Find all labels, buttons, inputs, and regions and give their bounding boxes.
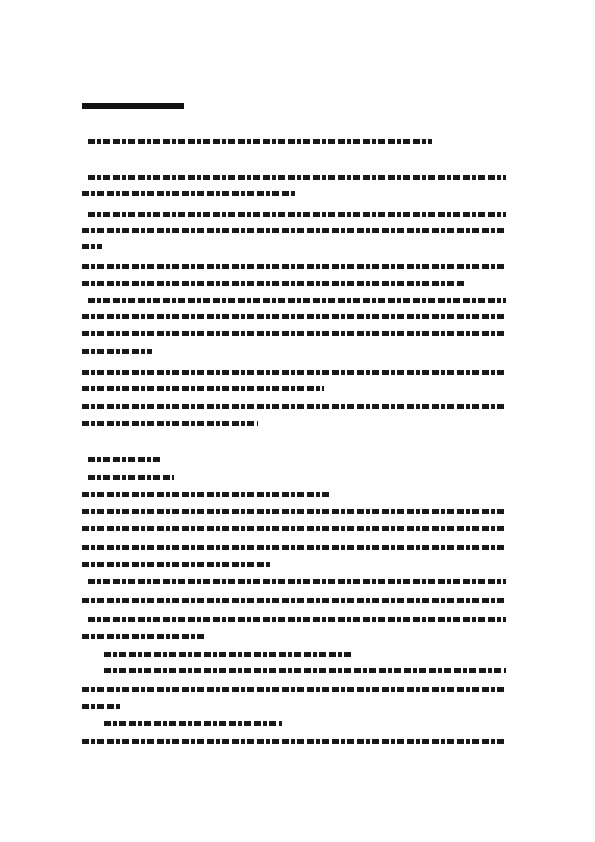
text-line (82, 545, 506, 550)
text-line (88, 139, 432, 144)
text-line (104, 721, 282, 726)
text-line (82, 634, 206, 639)
text-line (82, 264, 506, 269)
text-line (82, 526, 506, 531)
text-line (82, 244, 102, 249)
text-line (82, 228, 506, 233)
text-line (88, 475, 174, 480)
text-line (82, 314, 506, 319)
text-line (82, 281, 466, 286)
text-line (82, 562, 272, 567)
text-line (82, 331, 506, 336)
text-line (82, 739, 506, 744)
text-line (88, 457, 160, 462)
text-line (82, 492, 332, 497)
text-line (88, 212, 506, 217)
text-line (82, 386, 324, 391)
text-line (82, 687, 506, 692)
text-line (82, 704, 122, 709)
text-line (82, 349, 152, 354)
text-line (82, 421, 258, 426)
text-line (82, 598, 506, 603)
text-line (82, 103, 184, 109)
text-line (104, 652, 352, 657)
text-line (88, 175, 506, 180)
text-line (82, 404, 506, 409)
text-line (88, 579, 506, 584)
text-line (104, 668, 506, 673)
text-line (82, 191, 296, 196)
text-line (82, 370, 506, 375)
text-line (88, 298, 506, 303)
text-line (82, 509, 506, 514)
text-line (88, 617, 506, 622)
